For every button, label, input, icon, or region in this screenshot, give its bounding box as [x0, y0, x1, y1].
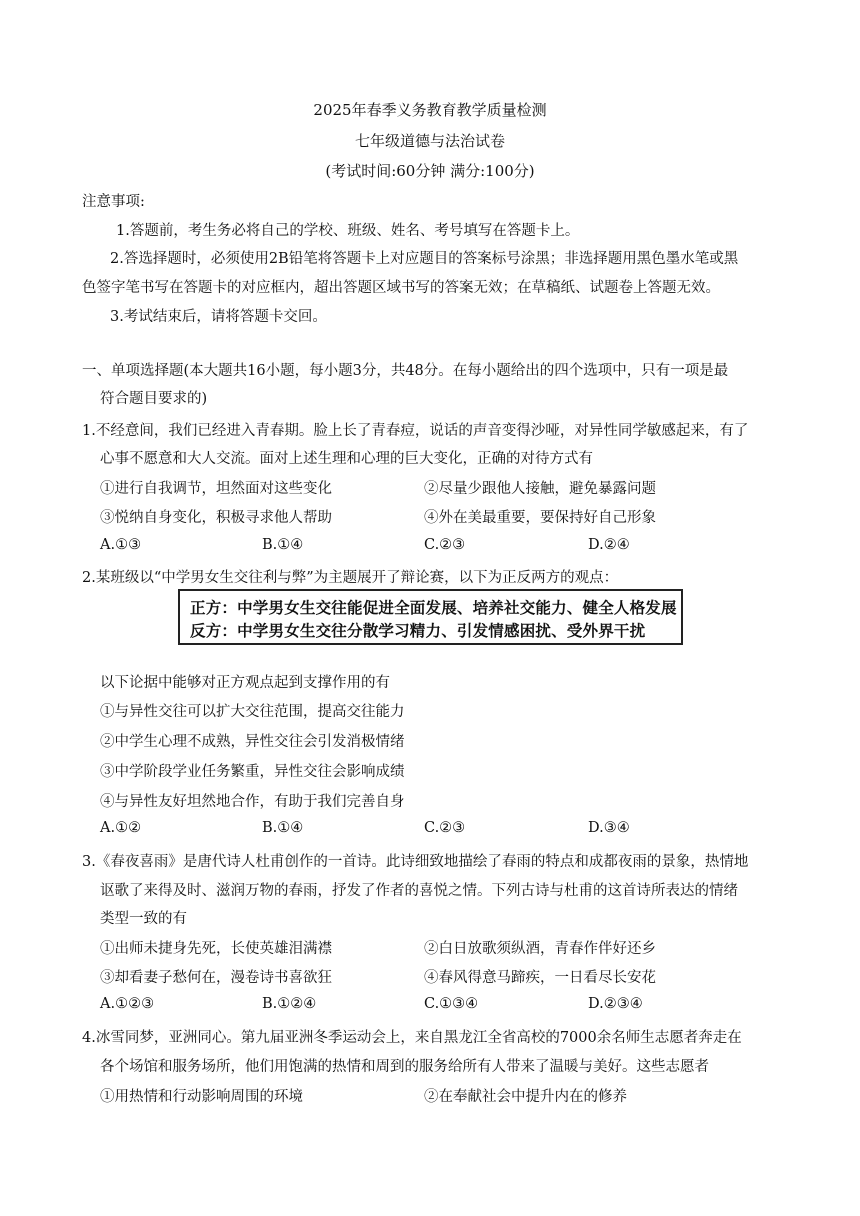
q2-statement-3: ③中学阶段学业任务繁重，异性交往会影响成绩 — [100, 764, 405, 780]
q3-stem-cont1: 讴歌了来得及时、滋润万物的春雨，抒发了作者的喜悦之情。下列古诗与杜甫的这首诗所表达的情绪 — [100, 883, 738, 899]
q1-statement-1: ①进行自我调节，坦然面对这些变化 — [100, 481, 332, 497]
q3-statement-2: ②白日放歌须纵酒，青春作伴好还乡 — [424, 941, 656, 957]
q3-statement-3: ③却看妻子愁何在，漫卷诗书喜欲狂 — [100, 970, 332, 986]
note-2b: 色签字笔书写在答题卡的对应框内，超出答题区域书写的答案无效；在草稿纸、试题卷上答题无效。 — [82, 280, 720, 296]
q2-stem: 2.某班级以“中学男女生交往利与弊”为主题展开了辩论赛，以下为正反两方的观点： — [82, 570, 619, 586]
q2-option-c[interactable]: C.②③ — [424, 820, 466, 836]
q4-stem: 4.冰雪同梦，亚洲同心。第九届亚洲冬季运动会上，来自黑龙江全省高校的7000余名师生志愿者奔走在 — [82, 1030, 742, 1046]
q2-statement-4: ④与异性友好坦然地合作，有助于我们完善自身 — [100, 794, 405, 810]
q1-option-a[interactable]: A.①③ — [100, 537, 142, 553]
q1-option-b[interactable]: B.①④ — [262, 537, 304, 553]
q1-stem-cont: 心事不愿意和大人交流。面对上述生理和心理的巨大变化，正确的对待方式有 — [100, 451, 593, 467]
note-1: 1.答题前，考生务必将自己的学校、班级、姓名、考号填写在答题卡上。 — [116, 223, 580, 239]
q4-statement-1: ①用热情和行动影响周围的环境 — [100, 1089, 303, 1105]
q3-option-c[interactable]: C.①③④ — [424, 996, 479, 1012]
q2-question: 以下论据中能够对正方观点起到支撑作用的有 — [100, 675, 390, 691]
section-heading: 一、单项选择题(本大题共16小题，每小题3分，共48分。在每小题给出的四个选项中，只有一项是最 — [82, 363, 729, 379]
debate-con: 反方：中学男女生交往分散学习精力、引发情感困扰、受外界干扰 — [190, 622, 646, 640]
q3-statement-1: ①出师未捷身先死，长使英雄泪满襟 — [100, 941, 332, 957]
q2-option-b[interactable]: B.①④ — [262, 820, 304, 836]
exam-subject: 七年级道德与法治试卷 — [354, 132, 505, 150]
q3-stem-cont2: 类型一致的有 — [100, 911, 187, 927]
note-2a: 2.答选择题时，必须使用2B铅笔将答题卡上对应题目的答案标号涂黑；非选择题用黑色墨水笔或黑 — [110, 251, 739, 267]
section-heading-cont: 符合题目要求的) — [100, 391, 208, 407]
q1-option-c[interactable]: C.②③ — [424, 537, 466, 553]
q4-stem-cont: 各个场馆和服务场所，他们用饱满的热情和周到的服务给所有人带来了温暖与美好。这些志愿者 — [100, 1059, 709, 1075]
q1-stem: 1.不经意间，我们已经进入青春期。脸上长了青春痘，说话的声音变得沙哑，对异性同学敏感起来，有了 — [82, 423, 749, 439]
q2-statement-1: ①与异性交往可以扩大交往范围，提高交往能力 — [100, 704, 405, 720]
q1-statement-2: ②尽量少跟他人接触，避免暴露问题 — [424, 481, 656, 497]
debate-pro: 正方：中学男女生交往能促进全面发展、培养社交能力、健全人格发展 — [190, 599, 677, 617]
debate-box — [178, 589, 683, 645]
q3-option-d[interactable]: D.②③④ — [588, 996, 643, 1012]
exam-info: (考试时间:60分钟 满分:100分) — [325, 162, 535, 180]
q3-option-a[interactable]: A.①②③ — [100, 996, 155, 1012]
q1-statement-4: ④外在美最重要，要保持好自己形象 — [424, 510, 656, 526]
q3-statement-4: ④春风得意马蹄疾，一日看尽长安花 — [424, 970, 656, 986]
q3-stem: 3.《春夜喜雨》是唐代诗人杜甫创作的一首诗。此诗细致地描绘了春雨的特点和成都夜雨的景象，热情地 — [82, 854, 749, 870]
exam-title: 2025年春季义务教育教学质量检测 — [313, 101, 547, 119]
q4-statement-2: ②在奉献社会中提升内在的修养 — [424, 1089, 627, 1105]
note-3: 3.考试结束后，请将答题卡交回。 — [110, 309, 327, 325]
q2-statement-2: ②中学生心理不成熟，异性交往会引发消极情绪 — [100, 734, 405, 750]
q3-option-b[interactable]: B.①②④ — [262, 996, 317, 1012]
q1-statement-3: ③悦纳自身变化，积极寻求他人帮助 — [100, 510, 332, 526]
q1-option-d[interactable]: D.②④ — [588, 537, 630, 553]
notes-heading: 注意事项: — [82, 194, 145, 210]
q2-option-a[interactable]: A.①② — [100, 820, 142, 836]
q2-option-d[interactable]: D.③④ — [588, 820, 630, 836]
